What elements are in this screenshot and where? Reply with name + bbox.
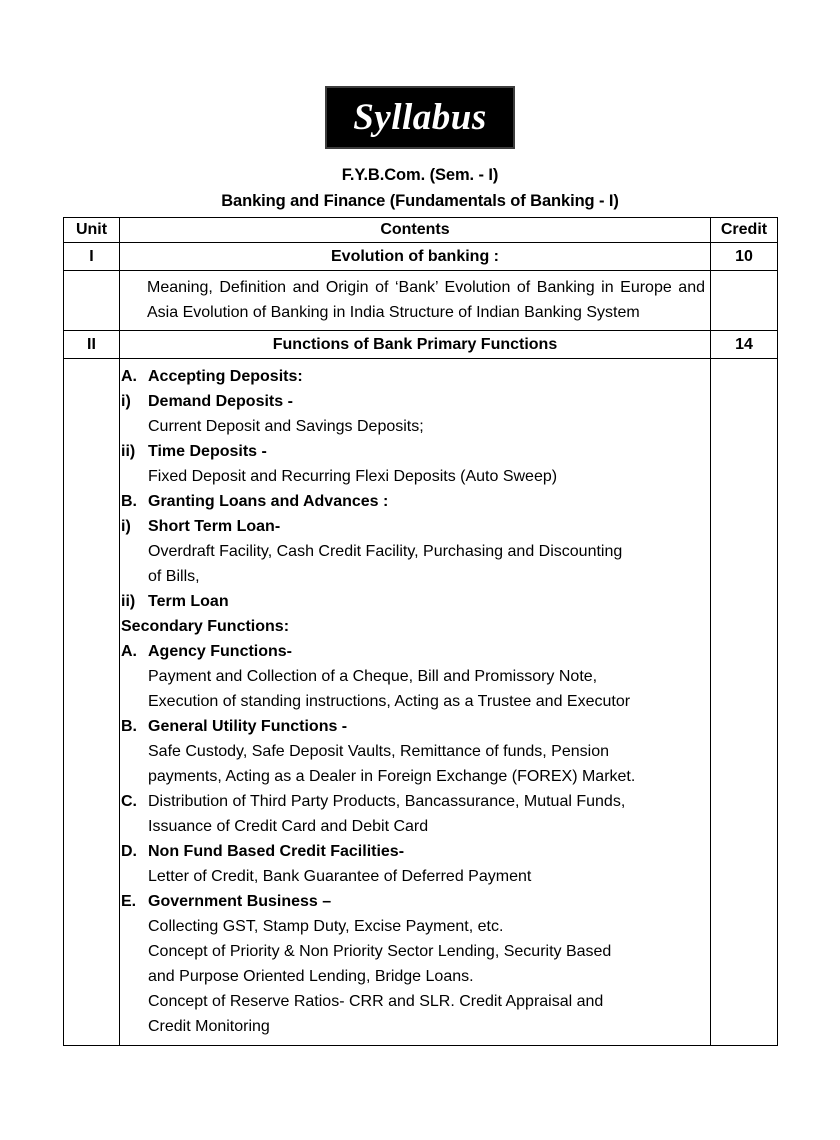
unit-item-marker [120, 464, 148, 489]
unit-item-body-line: Fixed Deposit and Recurring Flexi Deposits (Auto Sweep) [148, 468, 558, 485]
unit-item-body-line: Concept of Reserve Ratios- CRR and SLR. Credit Appraisal and [148, 993, 604, 1010]
unit-item-text [148, 864, 705, 889]
unit-item-text [148, 914, 705, 939]
unit-item-body-line: Overdraft Facility, Cash Credit Facility, Purchasing and Discounting [148, 543, 623, 560]
unit-item [120, 489, 705, 514]
unit-item [120, 664, 705, 714]
unit-item [120, 939, 705, 989]
unit-item [120, 439, 705, 464]
unit-item-text [148, 789, 705, 839]
unit-item-marker [120, 414, 148, 439]
unit-content-cell [120, 359, 711, 1046]
unit-item-marker: i) [121, 518, 131, 535]
unit-content-cell [120, 271, 711, 331]
unit-item [120, 864, 705, 889]
unit-item-body-line: Payment and Collection of a Cheque, Bill and Promissory Note, [148, 668, 598, 685]
column-header-contents: Contents [120, 218, 711, 243]
unit-item-body-line: Safe Custody, Safe Deposit Vaults, Remittance of funds, Pension [148, 743, 609, 760]
unit-item-text: Agency Functions- [148, 643, 293, 660]
unit-item [120, 514, 705, 539]
unit-item-text [148, 989, 705, 1039]
unit-item-text: Time Deposits - [148, 443, 267, 460]
unit-item-marker: i) [121, 393, 131, 410]
unit-number: I [64, 243, 120, 271]
unit-item [120, 589, 705, 614]
unit-item-marker [120, 864, 148, 889]
unit-item-marker: B. [121, 718, 137, 735]
unit-item-marker: ii) [121, 593, 136, 610]
unit-item-marker: C. [121, 793, 137, 810]
unit-item-body-line: Distribution of Third Party Products, Bancassurance, Mutual Funds, [148, 793, 626, 810]
unit-item-text: Accepting Deposits: [148, 368, 303, 385]
unit-item [120, 364, 705, 389]
unit-item-marker [120, 539, 148, 589]
unit-item-marker: A. [121, 368, 137, 385]
unit-item [120, 889, 705, 914]
unit-number: II [64, 331, 120, 359]
unit-item-body-line: Execution of standing instructions, Acting as a Trustee and Executor [148, 693, 631, 710]
unit-item-marker [120, 914, 148, 939]
unit-item-body-line: Concept of Priority & Non Priority Sector Lending, Security Based [148, 943, 612, 960]
course-heading [0, 162, 840, 214]
unit-item-marker [120, 664, 148, 714]
unit-item-marker: A. [121, 643, 137, 660]
unit-item [120, 839, 705, 864]
unit-item-marker: E. [121, 893, 137, 910]
unit-item [120, 714, 705, 739]
unit-item-body-line: payments, Acting as a Dealer in Foreign Exchange (FOREX) Market. [148, 768, 636, 785]
unit-item-text [148, 664, 705, 714]
unit-item-text [148, 414, 705, 439]
unit-credit: 10 [711, 243, 778, 271]
unit-item-marker [120, 989, 148, 1039]
unit-title-row [64, 243, 778, 271]
unit-item [120, 739, 705, 789]
unit-item-text: General Utility Functions - [148, 718, 348, 735]
unit-item-body-line: Current Deposit and Savings Deposits; [148, 418, 424, 435]
unit-item-marker [120, 939, 148, 989]
unit-item-body-line: Collecting GST, Stamp Duty, Excise Payment, etc. [148, 918, 504, 935]
unit-item-text [148, 739, 705, 789]
syllabus-banner-label: Syllabus [353, 97, 487, 138]
unit-item [120, 464, 705, 489]
unit-credit: 14 [711, 331, 778, 359]
unit-item-text: Demand Deposits - [148, 393, 293, 410]
unit-item [120, 414, 705, 439]
course-code-line: F.Y.B.Com. (Sem. - I) [341, 166, 499, 184]
unit-item-text: Short Term Loan- [148, 518, 281, 535]
unit-title: Functions of Bank Primary Functions [120, 331, 711, 359]
unit-content-row [64, 271, 778, 331]
syllabus-banner-inner [331, 92, 509, 143]
unit-item-text: Term Loan [148, 593, 229, 610]
unit-item [120, 389, 705, 414]
course-title-line: Banking and Finance (Fundamentals of Banking - I) [221, 192, 619, 210]
unit-item-marker: ii) [121, 443, 136, 460]
unit-item [120, 539, 705, 589]
syllabus-table-wrap [63, 217, 777, 1046]
unit-credit-blank [711, 359, 778, 1046]
unit-item-body-line: Credit Monitoring [148, 1018, 270, 1035]
syllabus-banner [0, 86, 840, 149]
unit-item [120, 989, 705, 1039]
unit-title: Evolution of banking : [120, 243, 711, 271]
unit-number-blank [64, 359, 120, 1046]
unit-item-text: Granting Loans and Advances : [148, 493, 389, 510]
unit-item [120, 789, 705, 839]
unit-item-text: Non Fund Based Credit Facilities- [148, 843, 405, 860]
table-header-row [64, 218, 778, 243]
unit-paragraph [120, 271, 710, 330]
unit-item-body-line: Letter of Credit, Bank Guarantee of Deferred Payment [148, 868, 532, 885]
unit-item-body-line: and Purpose Oriented Lending, Bridge Loans. [148, 968, 474, 985]
unit-item-text [148, 939, 705, 989]
unit-title-row [64, 331, 778, 359]
unit-item-list [120, 359, 710, 1045]
unit-paragraph-text: Meaning, Definition and Origin of ‘Bank’ Evolution of Banking in Europe and Asia Evolution of Banking in India Structure of Indian Banking System [147, 279, 705, 321]
unit-number-blank [64, 271, 120, 331]
unit-item-text [148, 464, 705, 489]
unit-credit-blank [711, 271, 778, 331]
unit-item-body-line: of Bills, [148, 568, 200, 585]
syllabus-table [63, 217, 778, 1046]
unit-item-marker: B. [121, 493, 137, 510]
unit-content-row [64, 359, 778, 1046]
unit-item [120, 639, 705, 664]
unit-item-marker [120, 739, 148, 789]
unit-item-text [148, 539, 705, 589]
unit-subsection-heading: Secondary Functions: [121, 618, 290, 635]
syllabus-banner-box [325, 86, 515, 149]
unit-item-body-line: Issuance of Credit Card and Debit Card [148, 818, 429, 835]
column-header-credit: Credit [711, 218, 778, 243]
unit-item [120, 914, 705, 939]
unit-item-marker: D. [121, 843, 137, 860]
unit-item-text: Government Business – [148, 893, 332, 910]
column-header-unit: Unit [64, 218, 120, 243]
